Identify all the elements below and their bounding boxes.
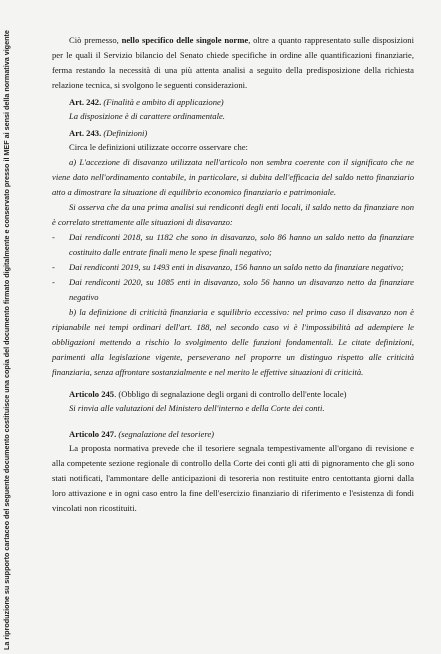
art243-point-b: b) la definizione di criticità finanziaria e squilibrio eccessivo: nel primo caso il disavanzo non è ripianabile nei tempi ordinari dell'art. 188, nel secondo caso vi è l'impossibilità ad adempiere le obbligazioni mettendo a rischio lo svolgimento delle funzioni fondamentali. Le citate definizioni, parimenti alla legislazione vigente, perseverano nel proporre un distinguo rispetto alle criticità finanziaria, senza affrontare sostanzialmente e nel merito le effettive situazioni di criticità.	[52, 307, 414, 377]
bullet-text: Dai rendiconti 2018, su 1182 che sono in disavanzo, solo 86 hanno un saldo netto da finanziare costituito dalle entrate finali meno le spese finali negativo;	[69, 232, 414, 257]
intro-paragraph	[52, 33, 414, 93]
art245-heading	[69, 387, 414, 401]
bullet-dash: -	[52, 277, 55, 287]
art243-observation: Si osserva che da una prima analisi sui rendiconti degli enti locali, il saldo netto da finanziare non è correlato strettamente alle situazioni di disavanzo:	[52, 202, 414, 227]
art243-heading	[69, 126, 414, 140]
bullet-text: Dai rendiconti 2019, su 1493 enti in disavanzo, 156 hanno un saldo netto da finanziare negativo;	[69, 262, 404, 272]
spacer	[52, 380, 414, 385]
art245-text: Si rinvia alle valutazioni del Ministero dell'interno e della Corte dei conti.	[69, 403, 325, 413]
intro-lead: Ciò premesso,	[69, 35, 122, 45]
art242-heading	[69, 95, 414, 109]
list-item	[52, 260, 414, 275]
art242-title: (Finalità e ambito di applicazione)	[101, 97, 224, 107]
art243-intro: Circa le definizioni utilizzate occorre osservare che:	[69, 142, 248, 152]
art243-bullet-list	[52, 230, 414, 305]
art245-number: Articolo 245	[69, 389, 115, 399]
side-note-text: La riproduzione su supporto cartaceo del seguente documento costituisce una copia del documento firmato digitalmente e conservato presso il MEF ai sensi della normativa vigente	[2, 30, 11, 650]
art242-text: La disposizione è di carattere ordinamentale.	[69, 111, 225, 121]
list-item	[52, 275, 414, 305]
art243-title: (Definizioni)	[101, 128, 148, 138]
art243-point-a: a) L'accezione di disavanzo utilizzata nell'articolo non sembra coerente con il significato che ne viene dato nell'ordinamento contabile, in particolare, si dubita dell'efficacia del saldo netto finanziario atto a dimostrare la situazione di equilibrio economico finanziario e patrimoniale.	[52, 157, 414, 197]
art247-text: La proposta normativa prevede che il tesoriere segnala tempestivamente all'organo di revisione e alla competente sezione regionale di controllo della Corte dei conti gli atti di pignoramento che gli sono stati notificati, l'ammontare delle anticipazioni di tesoreria non restituite entro centottanta giorni dalla loro attivazione e in ogni caso entro la fine dell'esercizio finanziario di riferimento e l'esistenza di fondi vincolati non ricostituiti.	[52, 443, 414, 513]
bullet-dash: -	[52, 262, 55, 272]
art245-title: . (Obbligo di segnalazione degli organi di controllo dell'ente locale)	[114, 389, 347, 399]
bullet-text: Dai rendiconti 2020, su 1085 enti in disavanzo, solo 56 hanno un disavanzo netto da finanziare negativo	[69, 277, 414, 302]
art247-title: (segnalazione del tesoriere)	[116, 429, 215, 439]
art247-heading	[69, 427, 414, 441]
spacer	[52, 416, 414, 425]
art243-number: Art. 243.	[69, 128, 102, 138]
art242-number: Art. 242.	[69, 97, 102, 107]
art247-number: Articolo 247.	[69, 429, 117, 439]
digital-signature-side-note	[1, 0, 15, 654]
list-item	[52, 230, 414, 260]
intro-rest: , oltre a quanto rappresentato sulle disposizioni per le quali il Servizio bilancio del Senato chiede specifiche in ordine alle quantificazioni finanziarie, ferma restando la necessità di una più attenta analisi a seguito della predisposizione della richiesta relazione tecnica, si svolgono le seguenti considerazioni.	[52, 35, 414, 90]
document-page	[52, 33, 414, 516]
bullet-dash: -	[52, 232, 55, 242]
intro-bold: nello specifico delle singole norme	[121, 35, 249, 45]
